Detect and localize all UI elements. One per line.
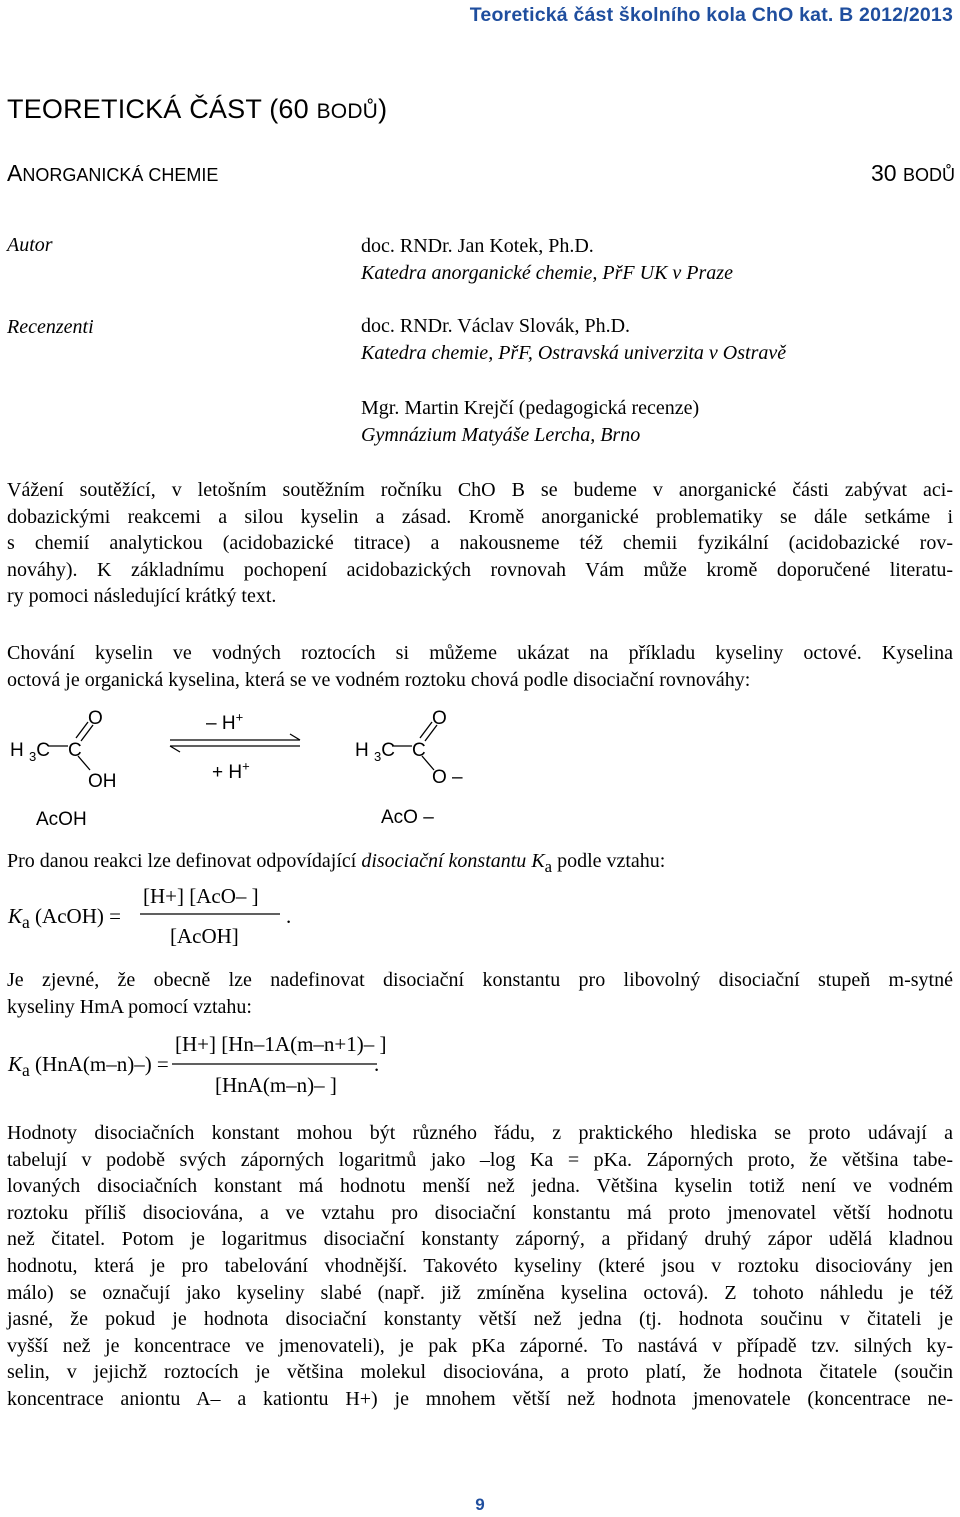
fraction-bar bbox=[140, 912, 290, 916]
acetic-paragraph bbox=[7, 640, 953, 693]
formula-lhs: $K_a$ (AcOH) = bbox=[8, 904, 121, 933]
text-line: Hodnoty disociačních konstant mohou být různého řádu, z praktického hlediska se proto udávají a bbox=[7, 1122, 953, 1144]
person-name: Mgr. Martin Krejčí (pedagogická recenze) bbox=[361, 397, 700, 419]
formula-numerator: [H+] [Hn–1A(m–n+1)– ] bbox=[175, 1032, 387, 1056]
text-line: Je zjevné, že obecně lze nadefinovat disociační konstantu pro libovolný disociační stupeň m-sytné bbox=[7, 969, 953, 991]
aco-label: AcO – bbox=[381, 807, 434, 828]
reviewer-entry bbox=[361, 395, 699, 449]
acetate-oxide: O – bbox=[432, 767, 463, 788]
text-line: hodnotu, která je pro tabelování vhodnější. Takovéto kyseliny (které jsou v roztoku disociovány jen bbox=[7, 1254, 953, 1277]
text-line: tabelují v podobě svých záporných logaritmů jako –log Ka = pKa. Záporných proto, že většina tabe- bbox=[7, 1148, 953, 1171]
intro-paragraph bbox=[7, 477, 953, 610]
plus-proton: + H+ bbox=[212, 758, 250, 783]
formula-denominator: [AcOH] bbox=[170, 924, 239, 948]
formula-period: . bbox=[286, 904, 292, 928]
person-name: doc. RNDr. Jan Kotek, Ph.D. bbox=[361, 235, 594, 257]
formula-lhs: $K_a$ (HnA(m–n)–) = bbox=[8, 1052, 169, 1081]
text-line: kyseliny HmA pomocí vztahu: bbox=[7, 995, 252, 1018]
fraction-bar bbox=[172, 1062, 382, 1066]
author-entry bbox=[361, 233, 733, 287]
text-line: málo) se označují jako kyseliny slabé (např. již zmíněna kyselina octová). Z tohoto náhledu je též bbox=[7, 1281, 953, 1304]
formula-denominator: [HnA(m–n)– ] bbox=[215, 1073, 337, 1097]
page-number: 9 bbox=[475, 1495, 485, 1514]
acoh-label: AcOH bbox=[36, 809, 87, 830]
acetate-ch3: H $_3$C bbox=[355, 740, 395, 764]
acetic-acid-oxygen: O bbox=[88, 708, 103, 729]
text-line: Pro danou reakci lze definovat odpovídající disociační konstantu $K_a$ podle vztahu: bbox=[7, 850, 666, 876]
section-title: ANORGANICKÁ CHEMIE bbox=[7, 160, 219, 186]
author-label: Autor bbox=[7, 234, 53, 256]
text-line: dobazickými reakcemi a silou kyselin a zásad. Kromě anorganické problematiky se dále setkáme i bbox=[7, 505, 953, 528]
text-line: roztoku příliš disociována, a ve vztahu pro disociační konstantu má proto jmenovatel větší hodnotu bbox=[7, 1201, 953, 1224]
text-line: jasné, že pokud je hodnota disociační konstanty větší než jedna (tj. hodnota součinu v čitateli je bbox=[7, 1308, 953, 1331]
acetic-acid-ch3: H $_3$C bbox=[10, 740, 50, 764]
ka-intro-paragraph bbox=[7, 848, 953, 875]
reviewer-entry bbox=[361, 313, 786, 367]
formula-numerator: [H+] [AcO– ] bbox=[143, 884, 259, 908]
text-line: nováhy). K základnímu pochopení acidobazických rovnovah Vám může kromě doporučené literatu- bbox=[7, 558, 953, 581]
formula-period: . bbox=[374, 1052, 380, 1076]
person-name: doc. RNDr. Václav Slovák, Ph.D. bbox=[361, 315, 631, 337]
main-title: TEORETICKÁ ČÁST (60 BODŮ) bbox=[7, 94, 388, 124]
text-line: lovaných disociačních konstant má hodnotu menší než jedna. Většina kyselin totiž není ve vodném bbox=[7, 1175, 953, 1198]
text-line: vyšší než je koncentrace ve jmenovateli), je pak pKa záporné. To nastává v případě tzv. silných ky- bbox=[7, 1334, 953, 1357]
person-institution: Katedra chemie, PřF, Ostravská univerzita v Ostravě bbox=[361, 342, 787, 364]
acetic-acid-hydroxyl: OH bbox=[88, 771, 117, 792]
text-line: Vážení soutěžící, v letošním soutěžním ročníku ChO B se budeme v anorganické části zabývat aci- bbox=[7, 479, 953, 501]
values-paragraph bbox=[7, 1120, 953, 1413]
person-institution: Katedra anorganické chemie, PřF UK v Praze bbox=[361, 262, 733, 284]
text-line: s chemií analytickou (acidobazické titrace) a nakousneme též chemii fyzikální (acidobazické rov- bbox=[7, 532, 953, 555]
section-points: 30 BODŮ bbox=[871, 160, 955, 186]
reaction-bonds bbox=[0, 700, 960, 840]
acetate-oxygen: O bbox=[432, 708, 447, 729]
text-line: Chování kyselin ve vodných roztocích si můžeme ukázat na příkladu kyseliny octové. Kyselina bbox=[7, 642, 953, 664]
acetate-carbon: C bbox=[412, 740, 426, 761]
general-paragraph bbox=[7, 967, 953, 1020]
text-line: koncentrace aniontu A– a kationtu H+) je mnohem větší než hodnota jmenovatele (koncentrace ne- bbox=[7, 1387, 953, 1410]
reviewers-label: Recenzenti bbox=[7, 316, 94, 338]
text-line: než čitatel. Potom je logaritmus disociační konstanty záporný, a přidaný druhý zápor udělá kladnou bbox=[7, 1228, 953, 1251]
text-line: ry pomoci následující krátký text. bbox=[7, 585, 277, 608]
person-institution: Gymnázium Matyáše Lercha, Brno bbox=[361, 424, 641, 446]
text-line: selin, v jejichž roztocích je většina molekul disociována, a proto platí, že hodnota čitatele (součin bbox=[7, 1361, 953, 1384]
document-header: Teoretická část školního kola ChO kat. B 2012/2013 bbox=[469, 4, 953, 26]
minus-proton: – H+ bbox=[206, 709, 244, 734]
acetic-acid-carbon: C bbox=[68, 740, 82, 761]
text-line: octová je organická kyselina, která se ve vodném roztoku chová podle disociační rovnováhy: bbox=[7, 668, 751, 691]
